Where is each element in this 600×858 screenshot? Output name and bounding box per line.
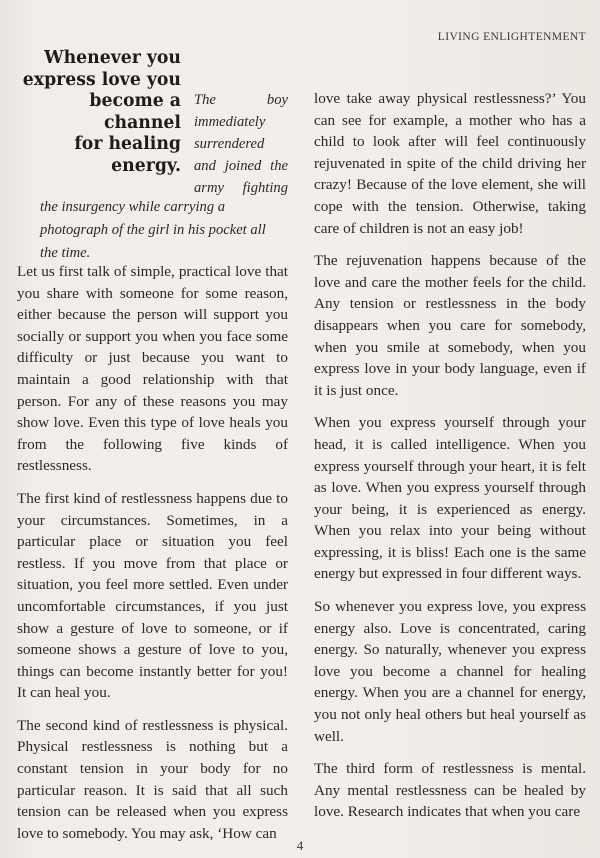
body-paragraph: So whenever you express love, you express energy also. Love is concentrated, caring energy. So naturally, whenever you express love you become a channel for healing energy. When you are a channel for energy, you not only heal others but heal yourself as well. bbox=[314, 598, 586, 745]
pull-quote-line: energy. bbox=[111, 155, 181, 176]
caption-line: the time. bbox=[40, 245, 91, 261]
left-column bbox=[17, 261, 288, 855]
body-paragraph: The third form of restlessness is mental. Any mental restlessness can be healed by love. Research indicates that when you care bbox=[314, 760, 586, 821]
body-paragraph: The first kind of restlessness happens due to your circumstances. Sometimes, in a particular place or situation you feel restless. If you move from that place or situation, you feel more settled. Even under uncomfortable circumstances, if you just show a gesture of love to someone, or if someone shows a gesture of love to you, things can become instantly better for you! It can heal you. bbox=[17, 489, 288, 702]
caption-line: army fighting bbox=[194, 180, 288, 196]
body-paragraph: When you express yourself through your head, it is called intelligence. When you express yourself through your heart, it is felt as love. When you express yourself through your being, it is experienced as energy. When you relax into your being without expressing, it is bliss! Each one is the same energy but expressed in four different ways. bbox=[314, 414, 586, 583]
page-number: 4 bbox=[296, 838, 304, 853]
body-paragraph: The second kind of restlessness is physical. Physical restlessness is nothing but a constant tension in your body for no particular reason. It is said that all such tension can be released when you express love to somebody. You may ask, ‘How can bbox=[17, 716, 288, 842]
body-paragraph: The rejuvenation happens because of the love and care the mother feels for the child. Any tension or restlessness in the body disappears when you care for somebody, when you smile at somebody, when you express love in your body language, even if it is just once. bbox=[314, 252, 586, 399]
body-paragraph: Let us first talk of simple, practical love that you share with someone for some reason, either because the person will support you socially or support you when you face some difficulty or just because you want to maintain a good relationship with that person. For any of these reasons you may show love. Even this type of love heals you from the following five kinds of restlessness. bbox=[17, 263, 288, 475]
pull-quote-line: express love you bbox=[22, 69, 181, 90]
caption-line: immediately bbox=[194, 114, 266, 130]
pull-quote bbox=[18, 48, 181, 177]
caption-line: and joined the bbox=[194, 158, 288, 174]
pull-quote-line: become a channel bbox=[89, 91, 181, 133]
caption-line: The boy bbox=[194, 92, 288, 108]
pull-quote-line: for healing bbox=[74, 134, 181, 154]
caption-line: surrendered bbox=[194, 136, 265, 152]
caption-line: the insurgency while carrying a bbox=[40, 199, 226, 215]
pull-quote-line: Whenever you bbox=[44, 48, 181, 68]
caption-line: photograph of the girl in his pocket all bbox=[40, 222, 266, 238]
story-caption-bottom bbox=[40, 196, 288, 265]
running-head: LIVING ENLIGHTENMENT bbox=[437, 31, 586, 43]
right-column bbox=[314, 88, 586, 834]
story-caption-top bbox=[194, 89, 288, 199]
body-paragraph: love take away physical restlessness?’ You can see for example, a mother who has a child to look after will feel continuously rejuvenated in spite of the child driving her crazy! Because of the love element, she will cope with the tension. Otherwise, taking care of children is not an easy job! bbox=[314, 90, 586, 237]
